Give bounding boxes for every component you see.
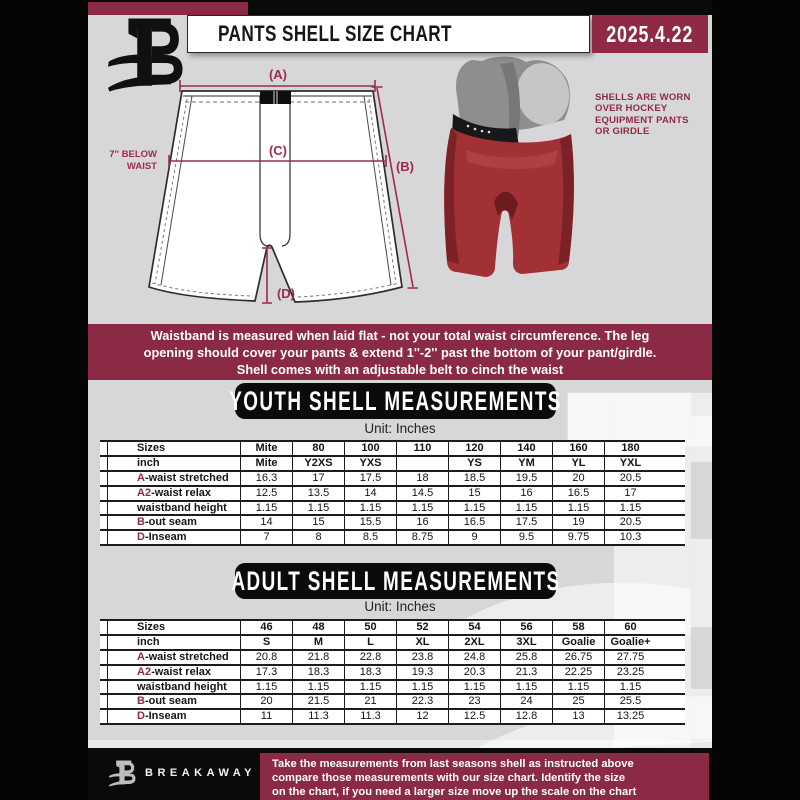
shorts-diagram: [108, 58, 418, 308]
table-cell: 3XL: [500, 636, 552, 649]
row-label-text: Sizes: [137, 620, 166, 633]
table-cell: 16: [396, 516, 448, 529]
table-cell: YS: [448, 457, 500, 470]
table-cell: 13.5: [292, 487, 344, 500]
row-label-prefix: A2: [137, 486, 152, 499]
row-left-overhang: [100, 651, 107, 664]
row-label: [107, 710, 240, 723]
table-row: [100, 710, 685, 725]
table-cell: S: [240, 636, 292, 649]
row-label-prefix: A: [137, 471, 145, 484]
table-cell: 140: [500, 442, 552, 455]
table-cell: 11.3: [292, 710, 344, 723]
row-left-overhang: [100, 621, 107, 634]
table-cell: 24.8: [448, 651, 500, 664]
table-cell: 60: [604, 621, 656, 634]
row-label: [107, 695, 240, 708]
row-left-overhang: [100, 457, 107, 470]
table-row: [100, 472, 685, 487]
table-row: [100, 695, 685, 710]
row-right-overhang: [656, 621, 685, 634]
table-cell: 1.15: [500, 502, 552, 515]
table-cell: 19.3: [396, 666, 448, 679]
table-cell: 12.5: [448, 710, 500, 723]
table-cell: 1.15: [448, 502, 500, 515]
table-cell: 180: [604, 442, 656, 455]
table-cell: YM: [500, 457, 552, 470]
dim-label-d: (D): [276, 286, 296, 301]
table-cell: 16: [500, 487, 552, 500]
row-label: [107, 531, 240, 544]
table-row: [100, 621, 685, 636]
row-left-overhang: [100, 487, 107, 500]
table-cell: Y2XS: [292, 457, 344, 470]
row-label-text: -out seam: [144, 695, 197, 708]
row-left-overhang: [100, 502, 107, 515]
brand-wordmark: BREAKAWAY: [145, 767, 256, 779]
header-strip: [88, 0, 712, 15]
adult-section-banner: [231, 563, 561, 599]
row-label: [107, 457, 240, 470]
table-cell: 1.15: [552, 502, 604, 515]
table-cell: 18.3: [344, 666, 396, 679]
row-label-text: -waist relax: [151, 665, 211, 678]
row-label: [107, 621, 240, 634]
row-label-text: -Inseam: [144, 710, 187, 723]
row-label-text: inch: [137, 635, 160, 648]
table-cell: 160: [552, 442, 604, 455]
table-cell: 21.3: [500, 666, 552, 679]
row-right-overhang: [656, 516, 685, 529]
adult-size-table: [100, 619, 685, 725]
table-cell: 25: [552, 695, 604, 708]
table-row: [100, 666, 685, 681]
row-label-prefix: B: [137, 695, 145, 708]
table-cell: 17.3: [240, 666, 292, 679]
below-waist-label: 7'' BELOW: [109, 149, 157, 160]
footer-note-line: on the chart, if you need a larger size move up the scale on the chart: [272, 785, 637, 798]
dim-label-b: (B): [395, 159, 415, 174]
table-row: [100, 502, 685, 517]
row-label: [107, 666, 240, 679]
table-cell: 1.15: [604, 502, 656, 515]
youth-heading: YOUTH SHELL MEASUREMENTS: [229, 385, 562, 416]
row-right-overhang: [656, 457, 685, 470]
row-right-overhang: [656, 636, 685, 649]
row-left-overhang: [100, 531, 107, 544]
table-cell: 18: [396, 472, 448, 485]
table-cell: 110: [396, 442, 448, 455]
table-cell: 13: [552, 710, 604, 723]
footer: [88, 748, 712, 800]
table-cell: 1.15: [396, 681, 448, 694]
table-cell: 22.25: [552, 666, 604, 679]
row-label-prefix: B: [137, 516, 145, 529]
row-left-overhang: [100, 710, 107, 723]
table-cell: 50: [344, 621, 396, 634]
row-left-overhang: [100, 666, 107, 679]
table-cell: 20.5: [604, 472, 656, 485]
row-label: [107, 636, 240, 649]
row-left-overhang: [100, 681, 107, 694]
table-cell: 16.5: [552, 487, 604, 500]
table-cell: 20: [240, 695, 292, 708]
shorts-outline: [149, 91, 402, 302]
date-text: 2025.4.22: [606, 20, 694, 47]
table-cell: 27.75: [604, 651, 656, 664]
title-bar: [187, 15, 590, 53]
table-cell: 16.3: [240, 472, 292, 485]
row-label-text: Sizes: [137, 441, 166, 454]
table-cell: 1.15: [500, 681, 552, 694]
table-cell: 8.75: [396, 531, 448, 544]
table-cell: 46: [240, 621, 292, 634]
row-right-overhang: [656, 472, 685, 485]
table-row: [100, 636, 685, 651]
info-banner-line: Shell comes with an adjustable belt to cinch the waist: [236, 361, 564, 377]
row-left-overhang: [100, 695, 107, 708]
table-cell: 8: [292, 531, 344, 544]
table-cell: 21.8: [292, 651, 344, 664]
unit-label-adult: Unit: Inches: [364, 599, 436, 614]
row-right-overhang: [656, 695, 685, 708]
table-cell: YXS: [344, 457, 396, 470]
table-cell: 25.8: [500, 651, 552, 664]
table-cell: 20.5: [604, 516, 656, 529]
table-cell: 2XL: [448, 636, 500, 649]
table-cell: 16.5: [448, 516, 500, 529]
table-row: [100, 516, 685, 531]
table-cell: 18.5: [448, 472, 500, 485]
pants-note-line: EQUIPMENT PANTS: [595, 114, 689, 126]
table-cell: 1.15: [292, 681, 344, 694]
dim-label-c: (C): [268, 143, 288, 158]
table-cell: Mite: [240, 457, 292, 470]
pants-photo: [440, 56, 590, 291]
table-cell: 21: [344, 695, 396, 708]
table-cell: M: [292, 636, 344, 649]
table-cell: 1.15: [604, 681, 656, 694]
table-row: [100, 681, 685, 696]
breakaway-b-logo: [108, 17, 184, 93]
row-label: [107, 472, 240, 485]
table-cell: 12.8: [500, 710, 552, 723]
table-cell: Goalie: [552, 636, 604, 649]
table-cell: 80: [292, 442, 344, 455]
pants-note-line: SHELLS ARE WORN: [595, 92, 691, 103]
row-label: [107, 442, 240, 455]
table-cell: 15: [448, 487, 500, 500]
row-right-overhang: [656, 651, 685, 664]
row-label-text: -waist stretched: [144, 650, 229, 663]
footer-note-line: Take the measurements from last seasons shell as instructed above: [272, 758, 634, 770]
table-cell: 56: [500, 621, 552, 634]
row-label: [107, 651, 240, 664]
row-label-prefix: A2: [137, 665, 152, 678]
table-cell: 19: [552, 516, 604, 529]
table-cell: 25.5: [604, 695, 656, 708]
table-cell: 8.5: [344, 531, 396, 544]
table-cell: 1.15: [552, 681, 604, 694]
row-left-overhang: [100, 472, 107, 485]
table-cell: 1.15: [240, 681, 292, 694]
row-label-text: -waist stretched: [144, 471, 229, 484]
table-cell: 17.5: [344, 472, 396, 485]
table-cell: XL: [396, 636, 448, 649]
table-cell: 11: [240, 710, 292, 723]
adult-heading: ADULT SHELL MEASUREMENTS: [231, 565, 561, 596]
row-right-overhang: [656, 666, 685, 679]
table-cell: 1.15: [448, 681, 500, 694]
row-label-text: -Inseam: [144, 531, 187, 544]
table-cell: 23: [448, 695, 500, 708]
row-label-text: -waist relax: [151, 486, 211, 499]
table-cell: 26.75: [552, 651, 604, 664]
table-cell: 120: [448, 442, 500, 455]
table-cell: YL: [552, 457, 604, 470]
table-cell: 15: [292, 516, 344, 529]
table-cell: 9.75: [552, 531, 604, 544]
table-cell: 7: [240, 531, 292, 544]
row-label: [107, 487, 240, 500]
table-row: [100, 487, 685, 502]
table-cell: 1.15: [240, 502, 292, 515]
pants-note-line: OVER HOCKEY: [595, 103, 668, 115]
table-cell: 1.15: [344, 502, 396, 515]
table-cell: 48: [292, 621, 344, 634]
row-label-text: -out seam: [144, 516, 197, 529]
table-cell: 22.3: [396, 695, 448, 708]
table-cell: 23.25: [604, 666, 656, 679]
row-left-overhang: [100, 636, 107, 649]
table-cell: 14.5: [396, 487, 448, 500]
table-cell: 9: [448, 531, 500, 544]
table-cell: 15.5: [344, 516, 396, 529]
below-waist-label-2: WAIST: [126, 161, 157, 172]
row-right-overhang: [656, 442, 685, 455]
belt-buckle: [260, 91, 291, 104]
page-title: PANTS SHELL SIZE CHART: [218, 21, 452, 46]
row-label-text: inch: [137, 456, 160, 469]
youth-size-table: [100, 440, 685, 546]
row-label: [107, 681, 240, 694]
table-cell: 52: [396, 621, 448, 634]
row-label-text: waistband height: [137, 501, 227, 514]
table-cell: L: [344, 636, 396, 649]
row-label: [107, 502, 240, 515]
table-cell: 19.5: [500, 472, 552, 485]
dim-label-a: (A): [268, 67, 288, 82]
table-cell: Mite: [240, 442, 292, 455]
table-cell: 17: [604, 487, 656, 500]
row-right-overhang: [656, 502, 685, 515]
table-cell: 13.25: [604, 710, 656, 723]
table-row: [100, 457, 685, 472]
table-cell: 24: [500, 695, 552, 708]
page-bottom-highlight: [88, 740, 712, 748]
row-label-prefix: A: [137, 650, 145, 663]
info-banner-line: opening should cover your pants & extend 1''-2'' past the bottom of your pant/girdle.: [143, 344, 657, 360]
row-left-overhang: [100, 516, 107, 529]
footer-note-line: compare those measurements with our size chart. Identify the size: [272, 771, 626, 784]
date-badge: [592, 15, 708, 53]
table-cell: 21.5: [292, 695, 344, 708]
row-left-overhang: [100, 442, 107, 455]
table-cell: 54: [448, 621, 500, 634]
table-cell: 23.8: [396, 651, 448, 664]
table-cell: 12.5: [240, 487, 292, 500]
table-cell: 22.8: [344, 651, 396, 664]
table-cell: 10.3: [604, 531, 656, 544]
info-banner: [88, 324, 712, 380]
table-cell: 17: [292, 472, 344, 485]
table-cell: 100: [344, 442, 396, 455]
info-banner-line: Waistband is measured when laid flat - not your total waist circumference. The leg: [150, 327, 650, 343]
pants-note-line: OR GIRDLE: [595, 125, 650, 137]
table-cell: 20.8: [240, 651, 292, 664]
table-row: [100, 531, 685, 546]
table-cell: 20: [552, 472, 604, 485]
table-cell: 17.5: [500, 516, 552, 529]
row-label-prefix: D: [137, 710, 145, 723]
row-right-overhang: [656, 710, 685, 723]
table-row: [100, 651, 685, 666]
footer-b-logo: [109, 760, 136, 787]
table-cell: 18.3: [292, 666, 344, 679]
row-right-overhang: [656, 487, 685, 500]
table-cell: 11.3: [344, 710, 396, 723]
table-cell: 20.3: [448, 666, 500, 679]
table-cell: 58: [552, 621, 604, 634]
table-cell: [396, 457, 448, 470]
row-label: [107, 516, 240, 529]
table-cell: 1.15: [292, 502, 344, 515]
header-accent-bar: [88, 2, 248, 15]
size-chart-sheet: [88, 0, 712, 800]
table-cell: 14: [344, 487, 396, 500]
table-cell: Goalie+: [604, 636, 656, 649]
table-cell: YXL: [604, 457, 656, 470]
row-label-text: waistband height: [137, 680, 227, 693]
table-cell: 1.15: [396, 502, 448, 515]
unit-label-youth: Unit: Inches: [364, 421, 436, 436]
row-right-overhang: [656, 531, 685, 544]
table-cell: 1.15: [344, 681, 396, 694]
row-label-prefix: D: [137, 531, 145, 544]
table-cell: 14: [240, 516, 292, 529]
table-cell: 9.5: [500, 531, 552, 544]
table-row: [100, 442, 685, 457]
table-cell: 12: [396, 710, 448, 723]
youth-section-banner: [229, 383, 562, 419]
row-right-overhang: [656, 681, 685, 694]
footer-note: [260, 753, 709, 800]
pants-note: [595, 92, 712, 137]
